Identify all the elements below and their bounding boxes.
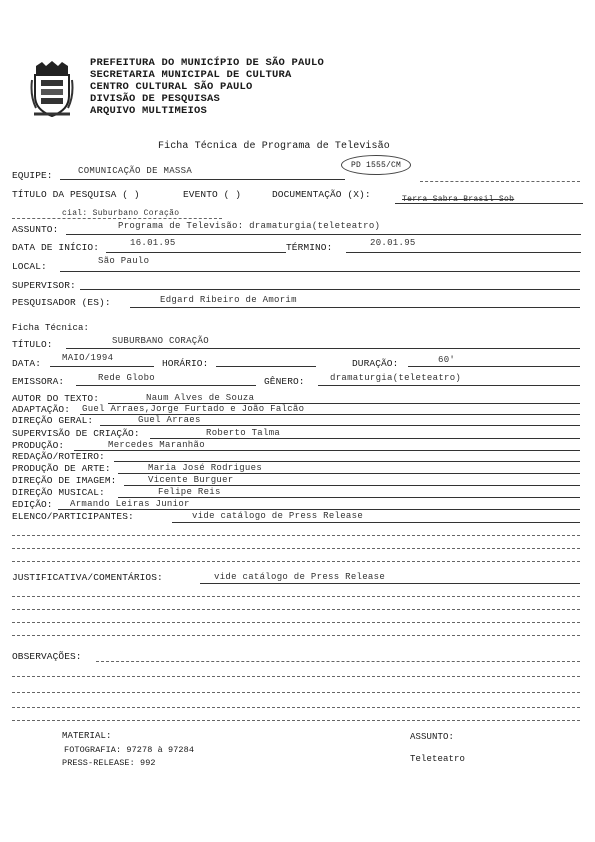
header-line-3: CENTRO CULTURAL SÃO PAULO	[90, 81, 253, 93]
pesquisador-label: PESQUISADOR (ES):	[12, 297, 111, 308]
duracao-value: 60'	[438, 355, 456, 365]
material-press-release: PRESS-RELEASE: 992	[62, 758, 156, 768]
direcao-imagem-value: Vicente Burguer	[148, 475, 234, 485]
ficha-heading: Ficha Técnica:	[12, 323, 90, 333]
header-line-5: ARQUIVO MULTIMEIOS	[90, 105, 208, 117]
producao-arte-value: Maria José Rodrigues	[148, 463, 263, 473]
genero-value: dramaturgia(teleteatro)	[330, 373, 462, 383]
redacao-label: REDAÇÃO/ROTEIRO:	[12, 451, 105, 462]
horario-label: HORÁRIO:	[162, 358, 209, 369]
edicao-value: Armando Leiras Junior	[70, 499, 190, 509]
header-line-1: PREFEITURA DO MUNICÍPIO DE SÃO PAULO	[90, 57, 325, 69]
page-title: Ficha Técnica de Programa de Televisão	[158, 141, 390, 152]
inicio-label: DATA DE INÍCIO:	[12, 242, 100, 253]
supervisao-value: Roberto Talma	[206, 428, 281, 438]
elenco-label: ELENCO/PARTICIPANTES:	[12, 511, 134, 522]
elenco-value: vide catálogo de Press Release	[192, 511, 364, 521]
evento-label: EVENTO ( )	[183, 189, 242, 200]
duracao-label: DURAÇÃO:	[352, 358, 399, 369]
reference-stamp: PD 1555/CM	[341, 155, 411, 175]
edicao-label: EDIÇÃO:	[12, 499, 53, 510]
pesquisador-value: Edgard Ribeiro de Amorim	[160, 295, 297, 305]
termino-value: 20.01.95	[370, 238, 416, 248]
observacoes-label: OBSERVAÇÕES:	[12, 651, 82, 662]
justificativa-value: vide catálogo de Press Release	[214, 572, 386, 582]
material-label: MATERIAL:	[62, 731, 112, 741]
autor-label: AUTOR DO TEXTO:	[12, 393, 100, 404]
header-line-4: DIVISÃO DE PESQUISAS	[90, 93, 221, 105]
titulo-pesquisa-label: TÍTULO DA PESQUISA ( )	[12, 189, 140, 200]
material-fotografia: FOTOGRAFIA: 97278 à 97284	[64, 745, 195, 755]
autor-value: Naum Alves de Souza	[146, 393, 255, 403]
genero-label: GÊNERO:	[264, 376, 305, 387]
producao-value: Mercedes Maranhão	[108, 440, 205, 450]
direcao-geral-label: DIREÇÃO GERAL:	[12, 415, 94, 426]
equipe-value: COMUNICAÇÃO DE MASSA	[78, 166, 193, 176]
direcao-geral-value: Guel Arraes	[138, 415, 201, 425]
documentacao-continuation: cial: Suburbano Coração	[62, 209, 180, 218]
emissora-value: Rede Globo	[98, 373, 156, 383]
termino-label: TÉRMINO:	[286, 242, 333, 253]
equipe-label: EQUIPE:	[12, 170, 53, 181]
documentacao-value: Terra Sabra Brasil Sob	[402, 195, 515, 204]
titulo-value: SUBURBANO CORAÇÃO	[112, 336, 209, 346]
local-value: São Paulo	[98, 256, 150, 266]
adaptacao-value: Guel Arraes,Jorge Furtado e João Falcão	[82, 404, 305, 414]
data-label: DATA:	[12, 358, 42, 369]
data-value: MAIO/1994	[62, 353, 114, 363]
adaptacao-label: ADAPTAÇÃO:	[12, 404, 71, 415]
assunto-footer-value: Teleteatro	[410, 754, 466, 764]
supervisor-label: SUPERVISOR:	[12, 280, 76, 291]
emissora-label: EMISSORA:	[12, 376, 65, 387]
supervisao-label: SUPERVISÃO DE CRIAÇÃO:	[12, 428, 140, 439]
producao-arte-label: PRODUÇÃO DE ARTE:	[12, 463, 111, 474]
direcao-imagem-label: DIREÇÃO DE IMAGEM:	[12, 475, 117, 486]
direcao-musical-value: Felipe Reis	[158, 487, 221, 497]
city-seal-icon	[30, 60, 74, 120]
documentacao-label: DOCUMENTAÇÃO (X):	[272, 189, 371, 200]
assunto-label: ASSUNTO:	[12, 224, 59, 235]
producao-label: PRODUÇÃO:	[12, 440, 65, 451]
inicio-value: 16.01.95	[130, 238, 176, 248]
justificativa-label: JUSTIFICATIVA/COMENTÁRIOS:	[12, 572, 163, 583]
direcao-musical-label: DIREÇÃO MUSICAL:	[12, 487, 105, 498]
assunto-footer-label: ASSUNTO:	[410, 732, 455, 742]
header-line-2: SECRETARIA MUNICIPAL DE CULTURA	[90, 69, 292, 81]
assunto-value: Programa de Televisão: dramaturgia(teleteatro)	[118, 221, 381, 231]
local-label: LOCAL:	[12, 261, 47, 272]
titulo-label: TÍTULO:	[12, 339, 53, 350]
